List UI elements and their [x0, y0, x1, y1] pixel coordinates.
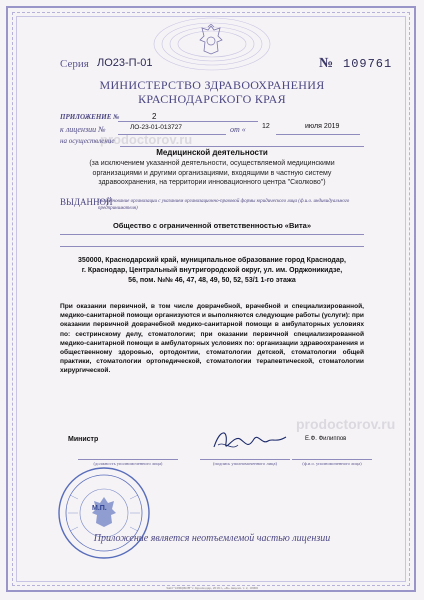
position-line: [78, 459, 178, 460]
ministry-line-2: КРАСНОДАРСКОГО КРАЯ: [138, 92, 286, 106]
appendix-underline: [118, 121, 258, 122]
coat-of-arms-icon: [198, 24, 224, 56]
printer-imprint: ЗАО "ОПЦИОН" г. Краснодар, 2019 г., «Б» лиценз. т. 2, 10006: [166, 586, 258, 590]
caption-signature: (подпись уполномоченного лица): [213, 461, 277, 466]
org-underline-2: [60, 246, 364, 247]
signature-line: [200, 459, 290, 460]
org-underline: [60, 234, 364, 235]
license-number: ЛО-23-01-013727: [130, 124, 182, 131]
organization-address: 350000, Краснодарский край, муниципальное образование город Краснодар, г. Краснодар, Центральный внутригородской округ, ул. им. Орджоникидзе, 56, пом. №№ 46, 47, 48, 49, 50, 52, 53/1 1-го этажа: [78, 257, 346, 284]
series-label: Серия: [60, 58, 89, 70]
issued-label: ВЫДАННОЙ: [60, 197, 113, 207]
watermark-top: prodoctorov.ru: [100, 132, 193, 147]
official-stamp-icon: [56, 465, 152, 561]
works-description: При оказании первичной, в том числе доврачебной, врачебной и специализированной, медико-санитарной помощи организуются и выполняются следующие работы (услуги): при оказании первичной доврачебной медико-санитарной помощи в амбулаторных условиях по: сестринскому делу, стоматологии; при оказании первичной специализированной медико-санитарной помощи в амбулаторных условиях по: организации здравоохранения и общественному здоровью, ортодонтии, стоматологии детской, стоматологии общей практики, стоматологии ортопедической, стоматологии терапевтической, стоматологии хирургической.: [60, 303, 364, 375]
license-underline: [118, 134, 226, 135]
number-label: №: [319, 56, 334, 71]
signatory-position: Министр: [68, 436, 99, 443]
license-month-year: июля 2019: [305, 123, 340, 130]
license-day: 12: [262, 123, 270, 130]
ministry-title: [0, 78, 424, 106]
date-underline: [276, 134, 360, 135]
organization-name: Общество с ограниченной ответственностью «Вита»: [112, 221, 312, 230]
exclusion-text: (за исключением указанной деятельности, осуществляемой медицинскими организациями и другими организациями, входящими в частную систему здравоохранения, на территории инновационного центра "Сколково"): [89, 160, 335, 186]
ministry-line-1: МИНИСТЕРСТВО ЗДРАВООХРАНЕНИЯ: [99, 78, 325, 92]
appendix-number: 2: [152, 112, 157, 121]
appendix-label: ПРИЛОЖЕНИЕ №: [60, 113, 120, 121]
license-label: к лицензии №: [60, 125, 106, 134]
series-code: ЛО23-П-01: [97, 57, 153, 69]
caption-position: (должность уполномоченного лица): [93, 461, 163, 466]
caption-name: (ф.и.о. уполномоченного лица): [302, 461, 362, 466]
name-line: [292, 459, 372, 460]
implementation-label: на осуществление: [60, 137, 115, 145]
document-number: 109761: [343, 57, 393, 71]
implementation-underline: [120, 146, 364, 147]
activity-title: Медицинской деятельности: [156, 148, 268, 157]
watermark-bottom: prodoctorov.ru: [296, 416, 396, 432]
license-from-label: от «: [230, 125, 246, 134]
footer-note: Приложение является неотъемлемой частью лицензии: [93, 533, 331, 544]
stamp-mp-label: М.П.: [92, 505, 107, 512]
handwritten-signature: [210, 425, 290, 457]
signatory-name: Е.Ф. Филиппов: [305, 436, 347, 442]
issued-note: (наименование организации с указанием организационно-правовой формы юридического лица (ф.и.о. индивидуального предпринимателя): [98, 199, 350, 211]
